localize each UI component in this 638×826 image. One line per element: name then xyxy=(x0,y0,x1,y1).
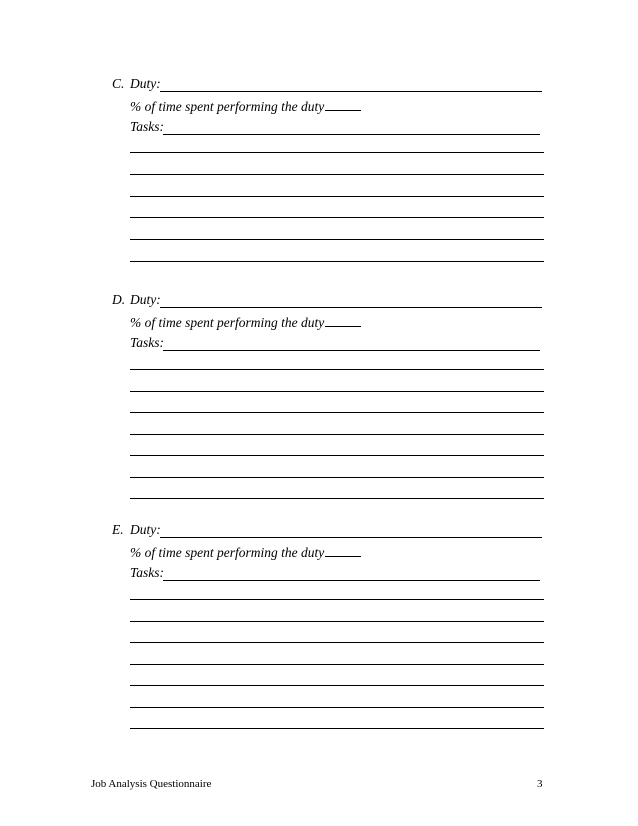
duty-blank-line[interactable] xyxy=(160,537,542,538)
percent-blank-line[interactable] xyxy=(325,314,361,327)
task-blank-line[interactable] xyxy=(130,664,544,665)
tasks-blank-line[interactable] xyxy=(163,134,540,135)
percent-blank-line[interactable] xyxy=(325,544,361,557)
task-blank-line[interactable] xyxy=(130,621,544,622)
task-blank-line[interactable] xyxy=(130,707,544,708)
task-blank-line[interactable] xyxy=(130,685,544,686)
section-letter: E. xyxy=(112,522,124,537)
task-blank-line[interactable] xyxy=(130,434,544,435)
percent-row xyxy=(130,98,361,116)
duty-label: Duty: xyxy=(130,76,161,91)
tasks-label: Tasks: xyxy=(130,119,165,134)
task-blank-line[interactable] xyxy=(130,391,544,392)
duty-row xyxy=(112,76,544,96)
footer-title: Job Analysis Questionnaire xyxy=(91,778,212,790)
task-blank-line[interactable] xyxy=(130,152,544,153)
percent-blank-line[interactable] xyxy=(325,98,361,111)
task-blank-line[interactable] xyxy=(130,599,544,600)
task-blank-line[interactable] xyxy=(130,239,544,240)
duty-row xyxy=(112,292,544,312)
percent-row xyxy=(130,314,361,332)
tasks-row xyxy=(130,335,540,355)
task-blank-line[interactable] xyxy=(130,455,544,456)
section-letter: D. xyxy=(112,292,126,307)
tasks-label: Tasks: xyxy=(130,565,165,580)
duty-blank-line[interactable] xyxy=(160,91,542,92)
duty-label: Duty: xyxy=(130,522,161,537)
task-blank-line[interactable] xyxy=(130,369,544,370)
task-blank-line[interactable] xyxy=(130,174,544,175)
section-letter: C. xyxy=(112,76,125,91)
tasks-label: Tasks: xyxy=(130,335,165,350)
tasks-blank-line[interactable] xyxy=(163,350,540,351)
tasks-blank-line[interactable] xyxy=(163,580,540,581)
duty-label: Duty: xyxy=(130,292,161,307)
percent-row xyxy=(130,544,361,562)
task-blank-line[interactable] xyxy=(130,217,544,218)
task-blank-line[interactable] xyxy=(130,261,544,262)
duty-row xyxy=(112,522,544,542)
tasks-row xyxy=(130,119,540,139)
task-blank-line[interactable] xyxy=(130,196,544,197)
percent-label: % of time spent performing the duty xyxy=(130,545,325,560)
duty-blank-line[interactable] xyxy=(160,307,542,308)
task-blank-line[interactable] xyxy=(130,412,544,413)
task-blank-line[interactable] xyxy=(130,477,544,478)
task-blank-line[interactable] xyxy=(130,642,544,643)
percent-label: % of time spent performing the duty xyxy=(130,99,325,114)
tasks-row xyxy=(130,565,540,585)
percent-label: % of time spent performing the duty xyxy=(130,315,325,330)
page-number: 3 xyxy=(537,778,543,790)
task-blank-line[interactable] xyxy=(130,728,544,729)
task-blank-line[interactable] xyxy=(130,498,544,499)
